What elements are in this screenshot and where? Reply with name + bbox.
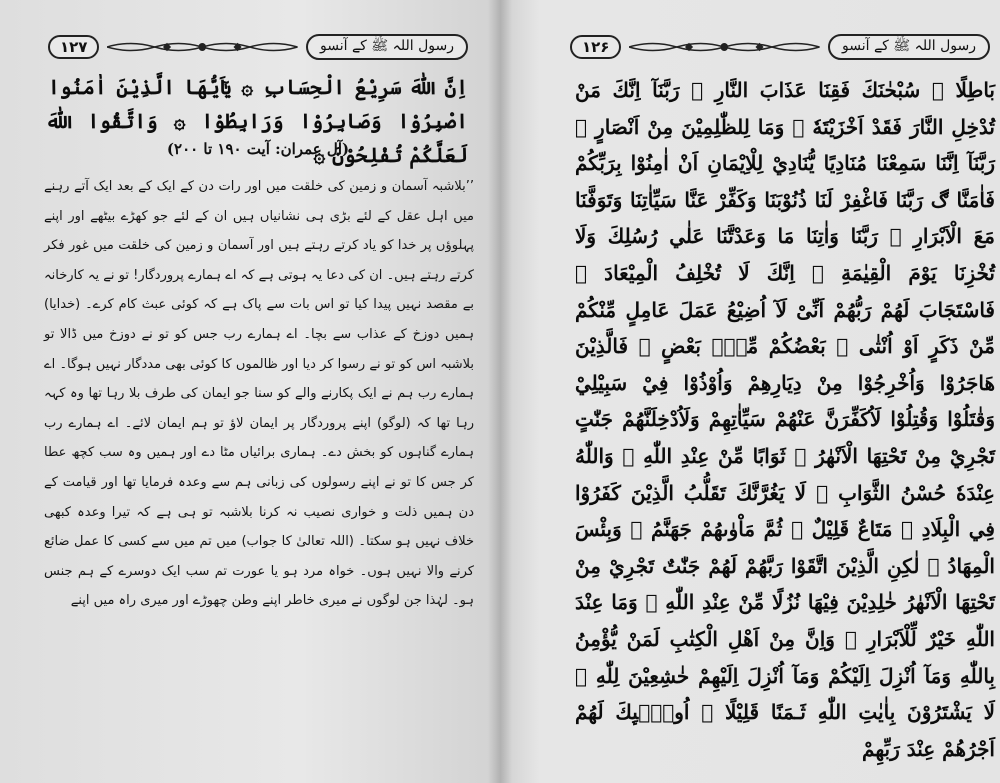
left-running-title: رسول اللہ ﷺ کے آنسو bbox=[306, 34, 468, 60]
urdu-translation bbox=[44, 172, 474, 616]
verse-paragraph: اِنَّ اللّٰهَ سَرِيْعُ الْحِسَابِ ۞ يٰٓاَيُّهَا الَّذِيْنَ اٰمَنُوا اصْبِرُوْا وَصَابِرُوْا وَرَابِطُوْا ۞ وَاتَّقُوا اللّٰهَ لَعَلَّكُمْ تُفْلِحُوْنَ ۞ bbox=[48, 75, 468, 167]
left-page-number: ۱۲۷ bbox=[48, 35, 99, 59]
left-page-header bbox=[48, 30, 468, 64]
header-ornament-icon bbox=[629, 40, 820, 54]
right-page-header bbox=[570, 30, 990, 64]
right-running-title: رسول اللہ ﷺ کے آنسو bbox=[828, 34, 990, 60]
right-page-number: ۱۲۶ bbox=[570, 35, 621, 59]
book-gutter bbox=[488, 0, 512, 783]
right-verse-text bbox=[575, 72, 995, 767]
right-page bbox=[500, 0, 1000, 783]
translation-paragraph: ’’بلاشبہ آسمان و زمین کی خلقت میں اور رات دن کے ایک کے بعد ایک آتے رہنے میں اہل عقل کے لئے بڑی ہی نشانیاں ہیں ان کے لئے جو کھڑے بیٹھے اور اپنے پہلوؤں پر خدا کو یاد کرتے رہتے ہیں اور آسمان و زمین کی خلقت میں غور فکر کرتے رہتے ہیں۔ ان کی دعا یہ ہوتی ہے کہ اے ہمارے پروردگار! تو نے یہ کارخانہ بے مقصد نہیں پیدا کیا تو اس بات سے پاک ہے کہ کوئی عبث کام کرے۔ (خدایا) ہمیں دوزخ کے عذاب سے بچا۔ اے ہمارے رب جس کو تو نے دوزخ میں ڈالا تو بلاشبہ اس کو تو نے رسوا کر دیا اور ظالموں کا کوئی بھی مددگار نہیں ہوگا۔ اے ہمارے رب ہم نے ایک پکارنے والے کو سنا جو ایمان کی طرف بلا رہا تھا وہ کہہ رہا تھا کہ (لوگو) اپنے پروردگار پر ایمان لاؤ تو ہم ایمان لائے۔ اے ہمارے رب ہمارے گناہوں کو بخش دے۔ ہماری برائیاں مٹا دے اور ہمیں وہ سب کچھ عطا کر جس کا تو نے اپنے رسولوں کی زبانی ہم سے وعدہ فرمایا تھا اور قیامت کے دن ہمیں ذلت و خواری نصیب نہ کرنا بلاشبہ تو ہی ہے کہ تیرا وعدہ کبھی خلاف نہیں ہو سکتا۔ (اللہ تعالیٰ کا جواب) میں تم میں سے کسی کا عمل ضائع کرنے والا نہیں ہوں۔ خواہ مرد ہو یا عورت تم سب ایک دوسرے کے ہم جنس ہو۔ لہٰذا جن لوگوں نے میری خاطر اپنے وطن چھوڑے اور میری راہ میں اپنے bbox=[44, 179, 474, 609]
verse-reference: (آل عمران: آیت ۱۹۰ تا ۲۰۰) bbox=[166, 140, 350, 158]
verse-paragraph: بَاطِلًا ۚ سُبْحٰنَكَ فَقِنَا عَذَابَ النَّارِ ۞ رَبَّنَآ اِنَّكَ مَنْ تُدْخِلِ النَّارَ فَقَدْ اَخْزَيْتَهٗ ۭ وَمَا لِلظّٰلِمِيْنَ مِنْ اَنْصَارٍ ۞ رَبَّنَآ اِنَّنَا سَمِعْنَا مُنَادِيًا يُّنَادِيْ لِلْاِيْمَانِ اَنْ اٰمِنُوْا بِرَبِّكُمْ فَاٰمَنَّا ڰ رَبَّنَا فَاغْفِرْ لَنَا ذُنُوْبَنَا وَكَفِّرْ عَنَّا سَيِّاٰتِنَا وَتَوَفَّنَا مَعَ الْاَبْرَارِ ۞ رَبَّنَا وَاٰتِنَا مَا وَعَدْتَّنَا عَلٰي رُسُلِكَ وَلَا تُخْزِنَا يَوْمَ الْقِيٰمَةِ ۭ اِنَّكَ لَا تُخْلِفُ الْمِيْعَادَ ۞ فَاسْتَجَابَ لَھُمْ رَبُّھُمْ اَنِّىْ لَآ اُضِيْعُ عَمَلَ عَامِلٍ مِّنْكُمْ مِّنْ ذَكَرٍ اَوْ اُنْثٰى ۚ بَعْضُكُمْ مِّنْۢ بَعْضٍ ۚ فَالَّذِيْنَ ھَاجَرُوْا وَاُخْرِجُوْا مِنْ دِيَارِھِمْ وَاُوْذُوْا فِيْ سَبِيْلِيْ وَقٰتَلُوْا وَقُتِلُوْا لَاُكَفِّرَنَّ عَنْھُمْ سَيِّاٰتِھِمْ وَلَاُدْخِلَنَّھُمْ جَنّٰتٍ تَجْرِيْ مِنْ تَحْتِهَا الْاَنْھٰرُ ۚ ثَوَابًا مِّنْ عِنْدِ اللّٰهِ ۭ وَاللّٰهُ عِنْدَهٗ حُسْنُ الثَّوَابِ ۞ لَا يَغُرَّنَّكَ تَقَلُّبُ الَّذِيْنَ كَفَرُوْا فِي الْبِلَادِ ۞ مَتَاعٌ قَلِيْلٌ ۣ ثُمَّ مَاْوٰىھُمْ جَهَنَّمُ ۭ وَبِئْسَ الْمِهَادُ ۞ لٰكِنِ الَّذِيْنَ اتَّقَوْا رَبَّھُمْ لَھُمْ جَنّٰتٌ تَجْرِيْ مِنْ تَحْتِهَا الْاَنْھٰرُ خٰلِدِيْنَ فِيْهَا نُزُلًا مِّنْ عِنْدِ اللّٰهِ ۭ وَمَا عِنْدَ اللّٰهِ خَيْرٌ لِّلْاَبْرَارِ ۞ وَاِنَّ مِنْ اَھْلِ الْكِتٰبِ لَمَنْ يُّؤْمِنُ بِاللّٰهِ وَمَآ اُنْزِلَ اِلَيْكُمْ وَمَآ اُنْزِلَ اِلَيْهِمْ خٰشِعِيْنَ لِلّٰهِ ۙ لَا يَشْتَرُوْنَ بِاٰيٰتِ اللّٰهِ ثَـمَنًا قَلِيْلًا ۭ اُولٰۗىِٕكَ لَھُمْ اَجْرُھُمْ عِنْدَ رَبِّهِمْ bbox=[575, 78, 995, 761]
header-ornament-icon bbox=[107, 40, 298, 54]
